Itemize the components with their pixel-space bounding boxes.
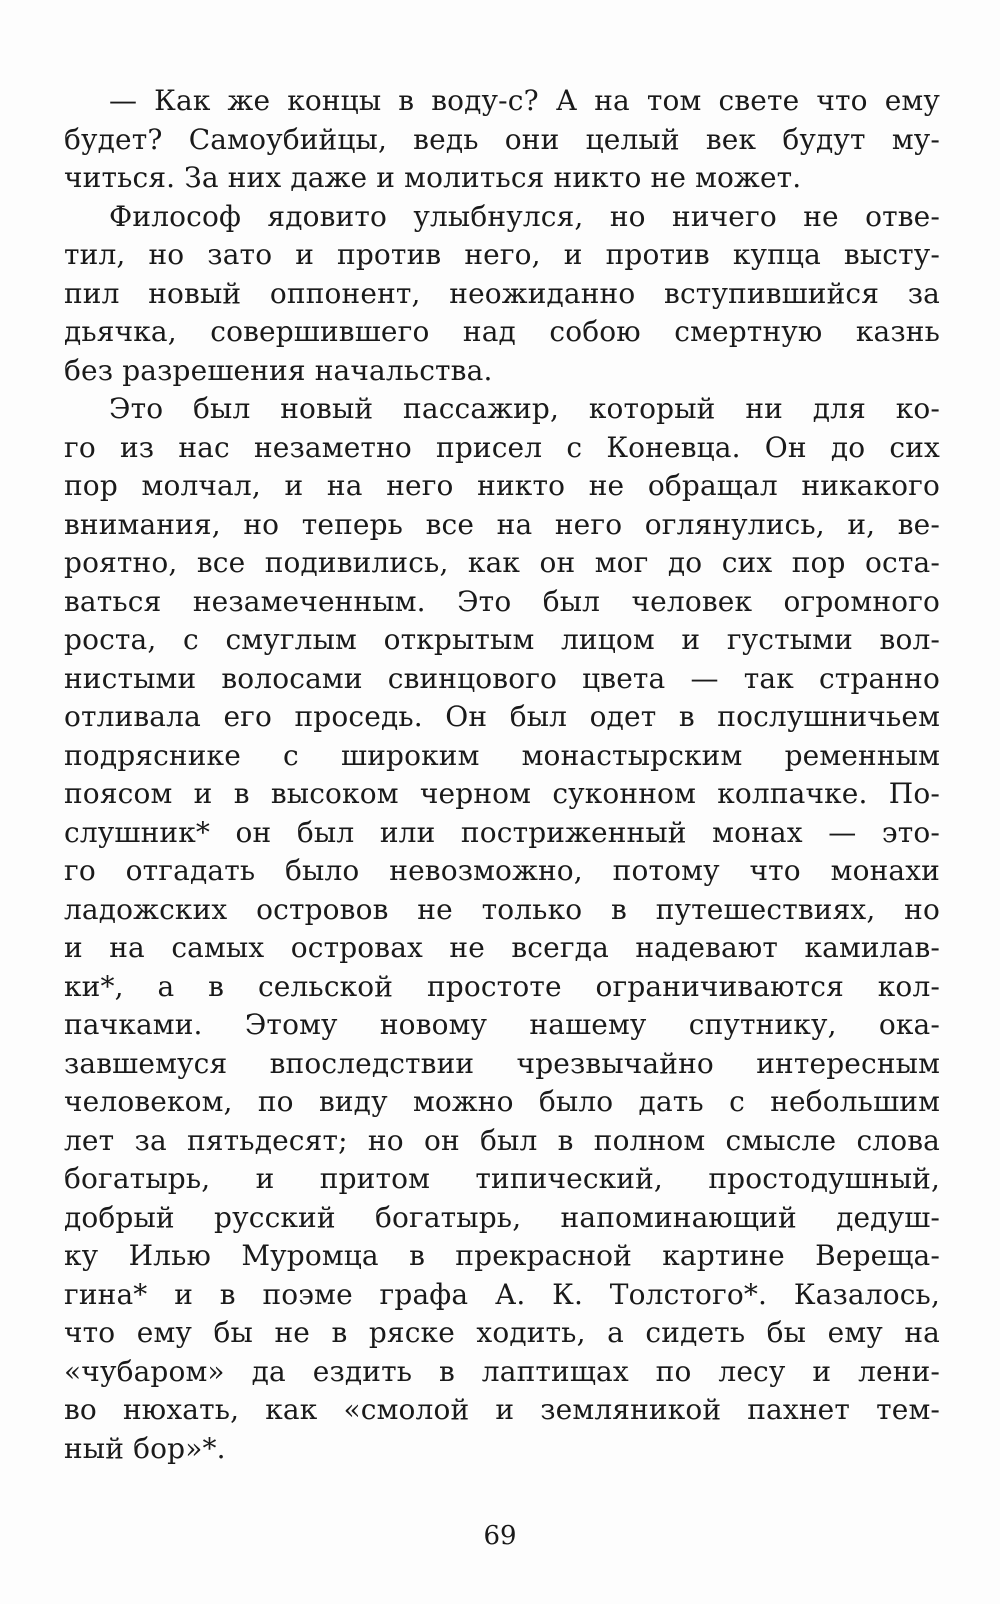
text-line: и на самых островах не всегда надевают камилав-: [64, 931, 940, 964]
text-line: что ему бы не в ряске ходить, а сидеть бы ему на: [64, 1316, 940, 1349]
text-line: пор молчал, и на него никто не обращал никакого: [64, 469, 940, 502]
text-line: роста, с смуглым открытым лицом и густыми вол-: [64, 623, 940, 656]
text-line: ку Илью Муромца в прекрасной картине Верещa-: [64, 1239, 940, 1272]
text-line: отливала его проседь. Он был одет в послушничьем: [64, 700, 940, 733]
text-line: внимания, но теперь все на него оглянулись, и, ве-: [64, 507, 940, 541]
text-line: во нюхать, как «смолой и земляникой пахнет тем-: [64, 1393, 940, 1426]
text-line: лет за пятьдесят; но он был в полном смысле слова: [64, 1123, 940, 1157]
text-line: роятно, все подивились, как он мог до сих пор оста-: [64, 546, 940, 579]
text-line: гина* и в поэме графа А. К. Толстого*. Казалось,: [64, 1277, 940, 1311]
text-line: — Как же концы в воду-с? А на том свете что ему: [109, 84, 940, 117]
text-line: ладожских островов не только в путешествиях, но: [64, 892, 940, 926]
text-line: пачками. Этому новому нашему спутнику, ока-: [64, 1008, 940, 1041]
text-line: читься. За них даже и молиться никто не может.: [64, 161, 802, 194]
text-line: завшемуся впоследствии чрезвычайно интересным: [64, 1046, 940, 1080]
text-line: будет? Самоубийцы, ведь они целый век будут му-: [64, 122, 940, 156]
text-line: добрый русский богатырь, напоминающий дедуш-: [64, 1200, 940, 1234]
page-number: 69: [483, 1521, 517, 1551]
body-text: [64, 82, 940, 1468]
text-line: ки*, а в сельской простоте ограничиваются кол-: [64, 969, 940, 1003]
text-line: го отгадать было невозможно, потому что монахи: [64, 854, 940, 887]
text-line: тил, но зато и против него, и против купца высту-: [64, 238, 940, 271]
text-line: ваться незамеченным. Это был человек огромного: [64, 584, 940, 618]
text-line: поясом и в высоком черном суконном колпачке. По-: [64, 777, 940, 810]
text-line: Это был новый пассажир, который ни для ко-: [109, 392, 940, 425]
text-line: го из нас незаметно присел с Коневца. Он до сих: [64, 430, 940, 464]
text-line: ный бор»*.: [64, 1431, 226, 1465]
text-line: слушник* он был или постриженный монах — это-: [64, 815, 940, 849]
text-line: человеком, по виду можно было дать с небольшим: [64, 1085, 940, 1118]
text-line: пил новый оппонент, неожиданно вступившийся за: [64, 276, 940, 310]
text-line: подряснике с широким монастырским ременным: [64, 738, 940, 772]
text-line: без разрешения начальства.: [64, 353, 493, 387]
text-line: дьячка, совершившего над собою смертную казнь: [64, 315, 940, 348]
text-line: нистыми волосами свинцового цвета — так странно: [64, 661, 940, 695]
text-line: Философ ядовито улыбнулся, но ничего не отве-: [109, 199, 940, 233]
text-line: «чубаром» да ездить в лаптищах по лесу и лени-: [64, 1354, 940, 1388]
text-line: богатырь, и притом типический, простодушный,: [64, 1162, 940, 1195]
